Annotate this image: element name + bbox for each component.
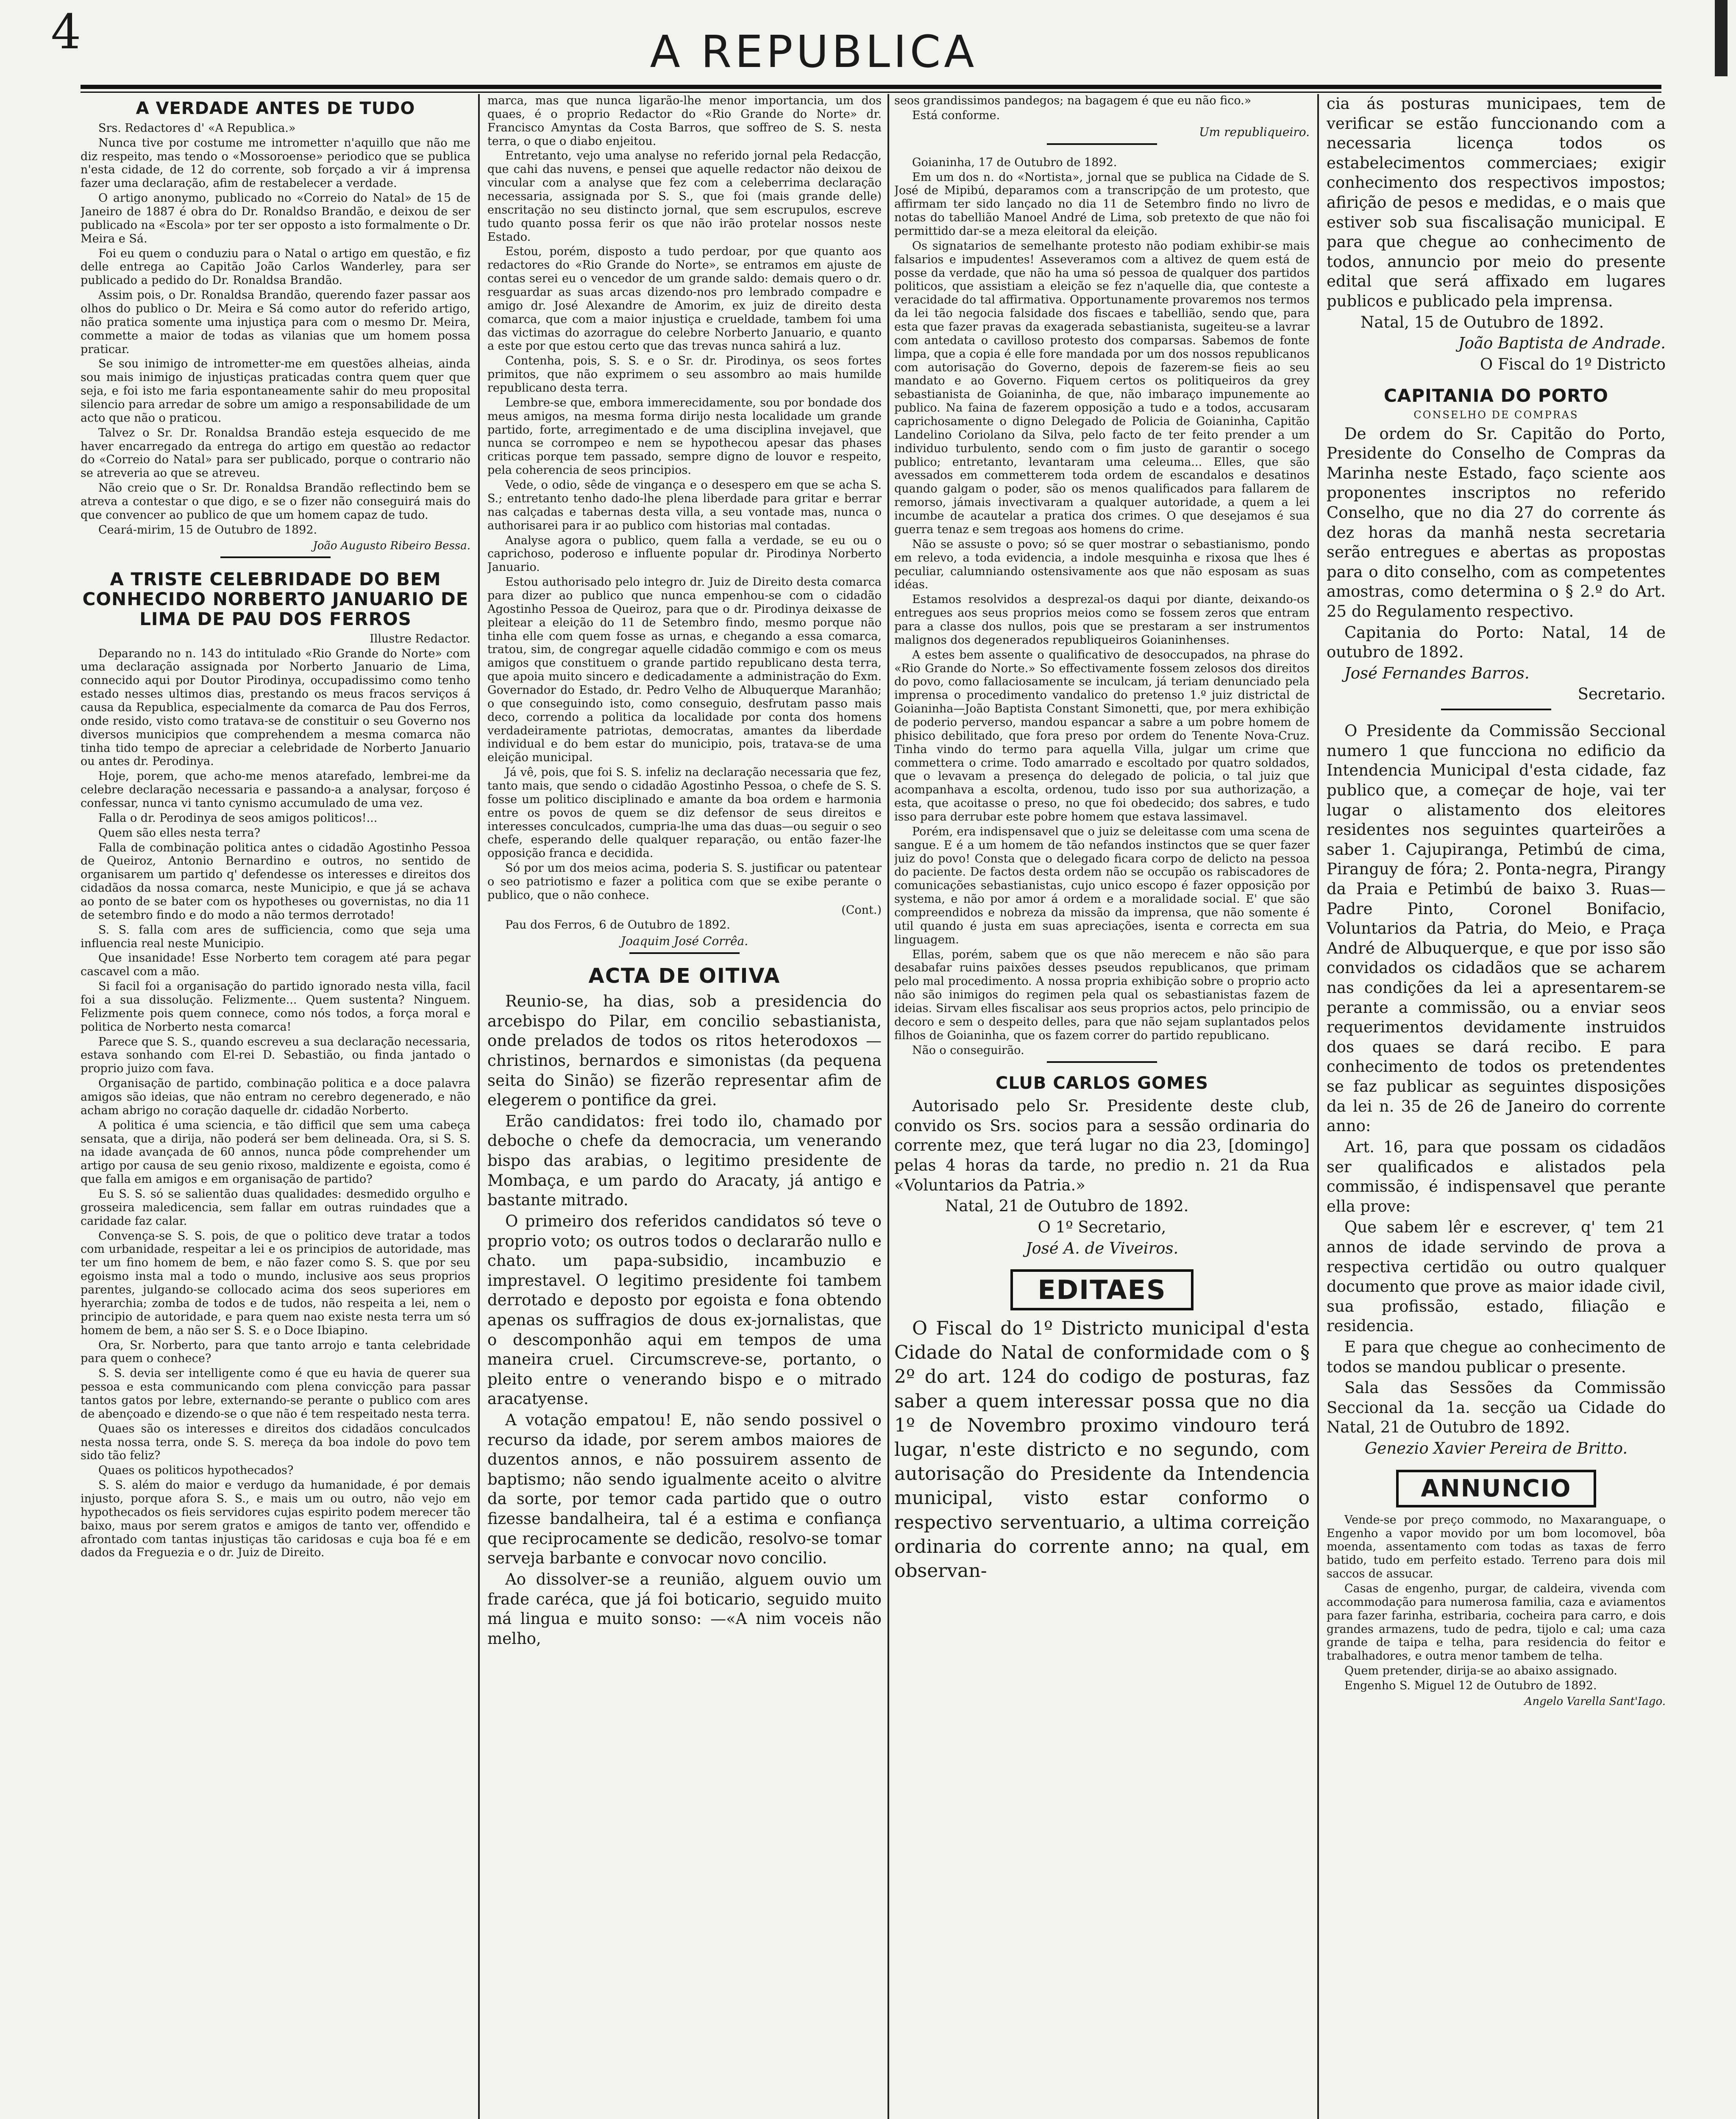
signature: João Baptista de Andrade. xyxy=(1458,334,1666,353)
paragraph: Ellas, porém, sabem que os que não merecem e não são para desabafar ruins paixões desses pseudos republicanos, que primam pelo mal procedimento. A nossa propria exhibição sobre o proprio acto não são inimigos do regimen pela qual os sebastianistas fazem de ideias. Sirvam elles fiscalisar aos seus proprios actos, pelo principio de decoro e sem o despeito delles, para que não sejam suplantados pelos filhos de Goianinha, que os fazem correr do partido republicano. xyxy=(894,948,1310,1042)
signature: Joaquim José Corrêa. xyxy=(620,934,748,948)
dateline: Pau dos Ferros, 6 de Outubro de 1892. xyxy=(505,918,730,932)
column-3 xyxy=(894,94,1310,2119)
paragraph: Não se assuste o povo; só se quer mostrar o sebastianismo, pondo em relevo, a toda evidencia, a indole mesquinha e rixosa que lhes é peculiar, calumniando ostensivamente aos que não esposam as suas idéas. xyxy=(894,537,1310,592)
paragraph: A votação empatou! E, não sendo possivel o recurso da idade, por serem ambos maiores de duzentos annos, e não possuirem assento de baptismo; não sendo igualmente aceito o alvitre da sorte, por temor cada partido que o outro fizesse bandalheira, tal é a estima e confiança que reciprocamente se dedicão, resolvo-se tomar serveja barbante e convocar novo concilio. xyxy=(487,1411,882,1568)
dateline: Goianinha, 17 de Outubro de 1892. xyxy=(912,156,1117,169)
paragraph: A estes bem assente o qualificativo de desoccupados, na phrase do «Rio Grande do Norte.» So effectivamente fossem zelosos dos direitos do povo, como fallaciosamente se inculcam, já teriam denunciado pela imprensa o procedimento vandalico do pretenso 1.º juiz districtal de Goianinha—João Baptista Constant Simonetti, que, por mera exhibição de poderio perverso, mandou espancar a sabre a um pobre homem de phisico debilitado, que fora preso por ordem do Tenente Nova-Cruz. Tinha vindo do termo para aquella Villa, julgar um crime que commettera o crime. Todo amarrado e escoltado por quatro soldados, que o levavam a presença do delegado de policia, o tal juiz que acompanhava a escolta, ordenou, tudo isso por sua authorização, a esta, que acoitasse o preso, no que foi obedecido; dos sabres, e tudo isso para derrubar este pobre homem que estava lassimavel. xyxy=(894,648,1310,823)
article-editaes-cont xyxy=(1327,94,1666,375)
paragraph: O primeiro dos referidos candidatos só teve o proprio voto; os outros todos o declararão nullo e chato. um papa-subsidio, incambuzio e imprestavel. O legitimo presidente foi tambem derrotado e deposto por egoista e fona obtendo apenas os suffragios de dous ex-jornalistas, que o descomponhão aqui em tempos de uma maneira cruel. Circumscreve-se, portanto, o pleito entre o venerando bispo e o mitrado aracatyense. xyxy=(487,1212,882,1408)
paragraph: Os signatarios de semelhante protesto não podiam exhibir-se mais falsarios e impudentes! Asseveramos com a altivez de quem está de posse da verdade, que não ha uma só pessoa de qualquer dos partidos politicos, que assistiam a eleição se fez n'aquelle dia, que conteste a veracidade do tal affirmativa. Opportunamente provaremos nos termos da lei tão negocia falsidade dos fiscaes e tabellião, sendo que, para esta que fazer pravas da exagerada sebastianista, sugeiteu-se a lavrar com antedata o cavilloso protesto dos comparsas. Sabemos de fonte limpa, que a copia é elle fore mandada por um dos nossos republicanos com autorisação do Governo, depois de fazerem-se fieis ao seu mandato e ao Governo. Fiquem certos os politiqueiros da grey sebastianista de Goianinha, de que, não imbaraço impunemente ao publico. Na faina de fazerem opposição a tudo e a todos, accusaram caprichosamente o digno Delegado de Policia de Goianinha, Capitão Landelino Coriolano da Silva, pelo facto de ter feito prender a um individuo turbulento, sendo com o fim justo de garantir o socego publico; entretanto, levantaram uma celeuma... Elles, que são avessados em commetterem toda ordem de escandalos e desatinos quando galgam o poder, são os menos qualificados para fallarem de remorso, jámais invectivaram a qualquer autoridade, a quem a lei incumbe de acautelar a pratica dos crimes. O que desejamos é sua guerra tenaz e sem tregoas aos homens do crime. xyxy=(894,239,1310,536)
signature: João Augusto Ribeiro Bessa. xyxy=(313,539,470,552)
paragraph: Convença-se S. S. pois, de que o politico deve tratar a todos com urbanidade, respeitar a lei e os principios de autoridade, mas ter um fino homem de bem, e não fazer como S. S. que por seu egoismo insta mal a todo o mundo, inclusive aos seus proprios parentes, julgando-se collocado acima dos seos superiores em hyerarchia; zomba de todos e de tudos, não respeita a lei, nem o principio de autoridade, e para quem nao existe nesta terra um só homem de bem, a não ser S. S. e o Doce Ibiapino. xyxy=(81,1229,470,1337)
article-body xyxy=(81,122,470,537)
article-commissao xyxy=(1327,721,1666,1459)
paragraph: Estamos resolvidos a desprezal-os daqui por diante, deixando-os entregues aos seus proprios meios como se fossem zeros que entram para a classe dos nullos, pois que se prestaram a ser instrumentos malignos dos degenerados republiqueiros Goianinhenses. xyxy=(894,593,1310,647)
paragraph: Si facil foi a organisação do partido ignorado nesta villa, facil foi a sua dissolução. Felizmente... Quem sustenta? Ninguem. Felizmente pois quem connece, como nós todos, a força moral e politica de Norberto nesta comarca! xyxy=(81,980,470,1034)
paragraph: Entretanto, vejo uma analyse no referido jornal pela Redacção, que cahi das nuvens, e pensei que aquelle redactor não deixou de vincular com a analyse que fez com a celeberrima declaração necessaria, assignada por S. S., que foi (mais grande delle) enscritação no seu distincto jornal, que sem escrupulos, escreve tudo quanto possa ferir os que não irão protelar nossos neste Estado. xyxy=(487,149,882,244)
divider xyxy=(1441,709,1551,710)
signature: O Fiscal do 1º Districto xyxy=(1480,355,1666,373)
paragraph: Ora, Sr. Norberto, para que tanto arrojo e tanta celebridade para quem o conhece? xyxy=(81,1338,470,1365)
continued-label: (Cont.) xyxy=(841,903,882,917)
paragraph: Hoje, porem, que acho-me menos atarefado, lembrei-me da celebre declaração necessaria e passando-a a analysar, forçoso é confessar, nunca vi tanto cynismo accumulado de uma vez. xyxy=(81,770,470,810)
column-divider xyxy=(1317,94,1319,2119)
masthead-rule xyxy=(81,85,1661,89)
paragraph: Organisação de partido, combinação politica e a doce palavra amigos são ideias, que não entram no cerebro degenerado, e não acham abrigo no coração daquelle dr. cidadão Norberto. xyxy=(81,1077,470,1117)
paragraph: Lembre-se que, embora immerecidamente, sou por bondade dos meus amigos, na mesma forma dirijo nesta localidade um grande partido, forte, arregimentado e de uma disciplina invejavel, que nunca se corrompeo e nem se hypothecou apesar das phases criticas porque tem passado, sempre digno de louvor e respeito, pela coherencia de seos principios. xyxy=(487,396,882,477)
paragraph: Capitania do Porto: Natal, 14 de outubro de 1892. xyxy=(1327,623,1666,662)
paragraph: Erão candidatos: frei todo ilo, chamado por deboche o chefe da democracia, um venerando bispo das arabias, o legitimo presidente de Mombaça, e um pardo do Aracaty, já antigo e bastante mitrado. xyxy=(487,1112,882,1210)
article-title: A VERDADE ANTES DE TUDO xyxy=(136,99,415,118)
paragraph: Sala das Sessões da Commissão Seccional da 1a. secção ua Cidade do Natal, 21 de Outubro de 1892. xyxy=(1327,1379,1666,1437)
dateline: Natal, 15 de Outubro de 1892. xyxy=(1360,313,1604,331)
paragraph: Parece que S. S., quando escreveu a sua declaração necessaria, estava sonhando com El-rei D. Sebastião, ou finda jantado o proprio juizo com fava. xyxy=(81,1035,470,1076)
signature: Um republiqueiro. xyxy=(1199,125,1310,139)
paragraph: De ordem do Sr. Capitão do Porto, Presidente do Conselho de Compras da Marinha neste Estado, faço sciente aos proponentes inscriptos no referido Conselho, que no dia 27 do corrente ás dez horas da manhã nesta secretaria serão entregues e abertas as propostas para o dito conselho, com as competentes amostras, como determina o § 2.º do Art. 25 do Regulamento respectivo. xyxy=(1327,424,1666,621)
paragraph: Estou, porém, disposto a tudo perdoar, por que quanto aos redactores do «Rio Grande do Norte», se entramos em ajuste de contas serei eu o vencedor de um grande saldo: demais quero o dr. resguardar as suas arcas dizendo-nos pro lembrado compadre e amigo dr. José Alexandre de Amorim, ex juiz de direito desta comarca, que com a maior injustiça e crueldade, tambem foi uma das victimas do azorrague do celebre Norberto Januario, e quanto a este por que estou certo que das trevas nunca sahirá a luz. xyxy=(487,245,882,353)
article-republiqueiro xyxy=(894,94,1310,145)
column-divider xyxy=(887,94,889,2119)
divider xyxy=(220,556,331,558)
salutation: Illustre Redactor. xyxy=(370,632,470,645)
article-verdade xyxy=(81,99,470,558)
dateline: Ceará-mirim, 15 de Outubro de 1892. xyxy=(98,523,317,537)
divider xyxy=(629,952,740,954)
article-title: ACTA DE OITIVA xyxy=(588,964,781,988)
page-number: 4 xyxy=(51,5,81,60)
article-editaes xyxy=(894,1269,1310,1583)
paragraph: Estou authorisado pelo integro dr. Juiz de Direito desta comarca para dizer ao publico que nunca empenhou-se com o cidadão Agostinho Pessoa de Queiroz, para que o dr. Pirodinya deixasse de pleitear a eleição do 11 de Setembro findo, mesmo porque não tinha elle com quem fosse as urnas, e chegando a essa comarca, tratou, sim, de congregar aquelle cidadão commigo e com os meus amigos que constituem o grande partido republicano desta terra, que apoia muito sincero e dedicadamente a administração do Exm. Governador do Estado, dr. Pedro Velho de Albuquerque Maranhão; o que conseguindo isto, como conseguio, desfrutam passo mais deco, correndo a politica da localidade por conta dos homens verdadeiramente patriotas, democratas, amantes da liberdade individual e do bem estar do municipio, pois, tratava-se de uma eleição municipal. xyxy=(487,576,882,765)
paragraph: Não o conseguirão. xyxy=(912,1043,1024,1057)
paragraph: Art. 16, para que possam os cidadãos ser qualificados e alistados pela commissão, é indispensavel que perante ella prove: xyxy=(1327,1137,1666,1215)
paragraph: Já vê, pois, que foi S. S. infeliz na declaração necessaria que fez, tanto mais, que sendo o cidadão Agostinho Pessoa, o chefe de S. S. fosse um politico disciplinado e amante da boa ordem e harmonia entre os povos de quem se diz defensor de seus direitos e interesses conculcados, cumpria-lhe uma das duas—ou seguir o seo chefe, esperando delle qualquer reparação, ou então fazer-lhe opposição franca e decidida. xyxy=(487,766,882,860)
paragraph: A politica é uma sciencia, e tão difficil que sem uma cabeça sensata, que a dirija, não poderá ser bem delineada. Ora, si S. S. na idade avançada de 60 annos, nunca pôde comprehender um artigo por causa de seu genio rixoso, maldizente e egoista, como é que falla em amigos e em organisação de partido? xyxy=(81,1118,470,1186)
signature: José Fernandes Barros. xyxy=(1344,664,1530,682)
paragraph: Se sou inimigo de intrometter-me em questões alheias, ainda sou mais inimigo de injustiças praticadas contra quem quer que seja, e foi isto me faria espontaneamente sahir do meu proposital silencio para arredar de sobre um amigo a responsabilidade de um acto que não o praticou. xyxy=(81,357,470,425)
section-title: ANNUNCIO xyxy=(1396,1470,1596,1507)
article-triste-celebridade-cont xyxy=(487,94,882,954)
paragraph: Eu S. S. só se salientão duas qualidades: desmedido orgulho e grosseira maledicencia, sem fallar em outras ruindades que a caridade faz calar. xyxy=(81,1187,470,1228)
article-goianinha xyxy=(894,156,1310,1063)
paragraph: cia ás posturas municipaes, tem de verificar se estão funccionando com a necessaria licença todos os estabelecimentos commerciaes; exigir conhecimento dos respectivos impostos; afirição de pesos e medidas, e o mais que estiver sob sua fiscalisação municipal. E para que chegue ao conhecimento de todos, annuncio por meio do presente edital que será affixado em lugares publicos e publicado pela imprensa. xyxy=(1327,95,1666,311)
paragraph: Que insanidade! Esse Norberto tem coragem até para pegar cascavel com a mão. xyxy=(81,951,470,979)
dateline: Engenho S. Miguel 12 de Outubro de 1892. xyxy=(1344,1679,1597,1692)
paragraph: Autorisado pelo Sr. Presidente deste club, convido os Srs. socios para a sessão ordinaria do corrente mez, que terá lugar no dia 23, [domingo] pelas 4 horas da tarde, no predio n. 21 da Rua «Voluntarios da Patria.» xyxy=(894,1097,1310,1194)
paragraph: S. S. falla com ares de sufficiencia, como que seja uma influencia real neste Municipio. xyxy=(81,923,470,950)
divider xyxy=(1047,143,1157,145)
article-title: A TRISTE CELEBRIDADE DO BEM CONHECIDO NORBERTO JANUARIO DE LIMA DE PAU DOS FERROS xyxy=(82,568,469,629)
paragraph: E para que chegue ao conhecimento de todos se mandou publicar o presente. xyxy=(1327,1338,1666,1376)
paragraph: Porém, era indispensavel que o juiz se deleitasse com uma scena de sangue. E é a um homem de tão nefandos instinctos que se quer fazer juiz do povo! Consta que o delegado ficara corpo de delicto na pessoa do paciente. De factos desta ordem não se occupão os rabiscadores de comunicações sebastianistas, cujo unico escopo é fazer opposição por systema, e não por amor á ordem e a moralidade social. E' que são compreendidos e nobreza da missão da imprensa, que não somente é util quando é justa em suas apreciações, isenta e correcta em sua linguagem. xyxy=(894,825,1310,946)
section-title: EDITAES xyxy=(1010,1269,1194,1310)
dateline: Natal, 21 de Outubro de 1892. xyxy=(945,1197,1189,1215)
masthead-rule-thin xyxy=(81,92,1661,93)
divider xyxy=(1047,1061,1157,1063)
article-subtitle: CONSELHO DE COMPRAS xyxy=(1413,409,1579,421)
paragraph: Quem são elles nesta terra? xyxy=(98,826,261,840)
paragraph: S. S. devia ser intelligente como é que eu havia de querer sua pessoa e esta communicando com plena convicção para passar tantos gatos por lebre, externando-se perante o publico com ares de abençoado e dizendo-se o que não é tem respeitado nesta terra. xyxy=(81,1367,470,1421)
paragraph: S. S. além do maior e verdugo da humanidade, é por demais injusto, porque afora S. S., e mais um ou outro, não vejo em hypothecados os fieis servidores cujas espirito podem merecer tão baixo, maus por serem gratos e amigos de tanto ver, offendido e afrontado com tantas injustiças tão caridosas e cuja boa fé e em dados da Freguezia e o dr. Juiz de Direito. xyxy=(81,1479,470,1560)
paragraph: Reunio-se, ha dias, sob a presidencia do arcebispo do Pilar, em concilio sebastianista, onde prelados de todos os ritos heterodoxos — christinos, bernardos e simonistas (da pequena seita do Sinão) se fizerão representar afim de elegerem o pontifice da grei. xyxy=(487,992,882,1110)
paragraph: Quaes os politicos hypothecados? xyxy=(98,1464,294,1477)
paragraph: Falla o dr. Perodinya de seos amigos politicos!... xyxy=(98,811,378,825)
paragraph: Que sabem lêr e escrever, q' tem 21 annos de idade servindo de prova a respectiva certidão ou outro qualquer documento que prove as maior idade civil, sua profissão, estado, filiação e residencia. xyxy=(1327,1218,1666,1335)
article-capitania xyxy=(1327,386,1666,711)
paragraph: Em um dos n. do «Nortista», jornal que se publica na Cidade de S. José de Mipibú, deparamos com a transcripção de um protesto, que affirmam ter sido lançado no dia 11 de Setembro findo no livro de notas do tabellião Manoel André de Lima, sob pretexto de que não foi permittido dar-se a meza eleitoral da eleição. xyxy=(894,170,1310,238)
signature: Angelo Varella Sant'Iago. xyxy=(1524,1695,1666,1708)
paragraph: O Presidente da Commissão Seccional numero 1 que funcciona no edificio da Intendencia Municipal d'esta cidade, faz publico que, a começar de hoje, vai ter lugar o alistamento dos eleitores residentes nos seguintes quarteirões a saber 1. Cajupiranga, Petimbú de cima, Piranguy de fóra; 2. Ponta-negra, Pirangy da Praia e Petimbú de baixo 3. Ruas—Padre Pinto, Coronel Bonifacio, Voluntarios da Patria, do Meio, e Praça André de Albuquerque, e que por isso são convidados os cidadãos que se acharem nas condições da lei a apresentarem-se perante a commissão, ou a enviar seos requerimentos devidamente instruidos dos quaes se dará recibo. E para conhecimento de todos os pretendentes se faz publicar as seguintes disposições da lei n. 35 de 26 de Janeiro do corrente anno: xyxy=(1327,722,1666,1135)
paragraph: Vede, o odio, sêde de vingança e o desespero em que se acha S. S.; entretanto tenho dado-lhe plena liberdade para gritar e berrar nas calçadas e tabernas desta villa, a seu vontade mas, nunca o authorisarei para ir ao publico com historias mal contadas. xyxy=(487,478,882,532)
column-1 xyxy=(81,94,470,2119)
paragraph: Analyse agora o publico, quem falla a verdade, se eu ou o caprichoso, poderoso e influente popular dr. Pirodinya Norberto Januario. xyxy=(487,534,882,574)
paragraph: Quaes são os interesses e direitos dos cidadãos conculcados nesta nossa terra, onde S. S. mereça da boa indole do povo tem sido tão feliz? xyxy=(81,1422,470,1463)
paragraph: marca, mas que nunca ligarão-lhe menor importancia, um dos quaes, é o proprio Redactor do «Rio Grande do Norte» dr. Francisco Amyntas da Costa Barros, que soffreo de S. S. nesta terra, o que o diabo enjeitou. xyxy=(487,94,882,148)
column-divider xyxy=(478,94,480,2119)
paragraph: Foi eu quem o conduziu para o Natal o artigo em questão, e fiz delle entrega ao Capitão João Carlos Wanderley, para ser publicado a pedido do Dr. Ronaldsa Brandão. xyxy=(81,247,470,287)
paragraph: O artigo anonymo, publicado no «Correio do Natal» de 15 de Janeiro de 1887 é obra do Dr. Ronaldso Brandão, e deixou de ser publicado na «Escola» por ter ser opposto a isto formalmente o Dr. Meira e Sá. xyxy=(81,192,470,245)
article-triste-celebridade xyxy=(81,569,470,1560)
signature: José A. de Viveiros. xyxy=(1025,1239,1179,1257)
article-title: CAPITANIA DO PORTO xyxy=(1383,385,1609,406)
signature: O 1º Secretario, xyxy=(1038,1218,1166,1236)
edge-mark xyxy=(1715,0,1728,76)
paragraph: O Fiscal do 1º Districto municipal d'esta Cidade do Natal de conformidade com o § 2º do art. 124 do codigo de posturas, faz saber a quem interessar possa que no dia 1º de Novembro proximo vindouro terá lugar, n'este districto e no segundo, com autorisação do Presidente da Intendencia municipal, visto estar conformo o respectivo serventuario, a ultima correição ordinaria do corrente anno; na qual, em observan- xyxy=(894,1318,1310,1582)
paragraph: Talvez o Sr. Dr. Ronaldsa Brandão esteja esquecido de me haver encarregado da entrega do artigo em questão ao redactor do «Correio do Natal» para ser publicado, porque o contrario não se atreveria ao que se atreveu. xyxy=(81,426,470,480)
column-4 xyxy=(1327,94,1666,2119)
paragraph: Está conforme. xyxy=(912,108,1000,122)
paragraph: Casas de engenho, purgar, de caldeira, vivenda com accommodação para numerosa familia, caza e aviamentos para fazer farinha, estribaria, cocheira para carro, e dois grandes armazens, tudo de pedra, tijolo e cal; uma caza grande de taipa e telha, para residencia do feitor e trabalhadores, e outra menor tambem de telha. xyxy=(1327,1582,1666,1663)
signature: Secretario. xyxy=(1577,685,1666,704)
article-club-carlos-gomes xyxy=(894,1074,1310,1258)
paragraph: Falla de combinação politica antes o cidadão Agostinho Pessoa de Queiroz, Antonio Bernardino e outros, no sentido de organisarem um partido q' defendesse os interesses e direitos dos cidadãos da nossa comarca, neste Municipio, e que já se achava ao ponto de se bater com os hypotheses ou governistas, no dia 11 de setembro findo e do modo a não termos derrotado! xyxy=(81,841,470,922)
article-acta-de-oitiva xyxy=(487,965,882,1649)
paragraph: Quem pretender, dirija-se ao abaixo assignado. xyxy=(1344,1664,1617,1678)
paragraph: Deparando no n. 143 do intitulado «Rio Grande do Norte» com uma declaração assignada por Norberto Januario de Lima, connecido aqui por Doutor Pirodinya, occupadissimo como tenho estado nesses ultimos dias, prestando os meus fracos serviços á causa da Republica, especialmente da comarca de Pau dos Ferros, onde resido, visto como tratava-se de constituir o seu Governo nos diversos municipios que comprehendem a mesma comarca não tinha tido tempo de apreciar a celebridade de Norberto Januario ou antes dr. Perodinya. xyxy=(81,647,470,768)
article-annuncio xyxy=(1327,1470,1666,1708)
newspaper-title: A REPUBLICA xyxy=(650,26,978,78)
paragraph: Não creio que o Sr. Dr. Ronaldsa Brandão reflectindo bem se atreva a contestar o que digo, e se o fizer não conseguirá mais do que convencer ao publico de que um homem capaz de tudo. xyxy=(81,481,470,522)
article-title: CLUB CARLOS GOMES xyxy=(996,1073,1208,1093)
paragraph: Só por um dos meios acima, poderia S. S. justificar ou patentear o seo patriotismo e fazer a politica com que se exibe perante o publico, que o não conhece. xyxy=(487,862,882,902)
paragraph: Nunca tive por costume me intrometter n'aquillo que não me diz respeito, mas tendo o «Mossoroense» periodico que se publica n'esta cidade, de 12 do corrente, sob forçado a vir á imprensa fazer uma declaração, afim de restabelecer a verdade. xyxy=(81,136,470,190)
paragraph: seos grandissimos pandegos; na bagagem é que eu não fico.» xyxy=(894,94,1252,107)
paragraph: Srs. Redactores d' «A Republica.» xyxy=(98,121,296,135)
paragraph: Contenha, pois, S. S. e o Sr. dr. Pirodinya, os seos fortes primitos, que não exprimem o seu assombro ao mais humilde republicano desta terra. xyxy=(487,354,882,395)
column-2 xyxy=(487,94,882,2119)
signature: Genezio Xavier Pereira de Britto. xyxy=(1364,1439,1628,1458)
paragraph: Assim pois, o Dr. Ronaldsa Brandão, querendo fazer passar aos olhos do publico o Dr. Meira e Sá como autor do referido artigo, não pratica somente uma injustiça para com o mesmo Dr. Meira, commette a maior de todas as vilanias que um homem possa praticar. xyxy=(81,289,470,356)
paragraph: Vende-se por preço commodo, no Maxaranguape, o Engenho a vapor movido por um bom locomovel, bôa moenda, assentamento com todas as taxas de ferro batido, tudo em perfeito estado. Terreno para dois mil saccos de assucar. xyxy=(1327,1513,1666,1581)
paragraph: Ao dissolver-se a reunião, alguem ouvio um frade caréca, que já foi boticario, seguido muito má lingua e muito sonso: —«A nim voceis não melho, xyxy=(487,1570,882,1648)
